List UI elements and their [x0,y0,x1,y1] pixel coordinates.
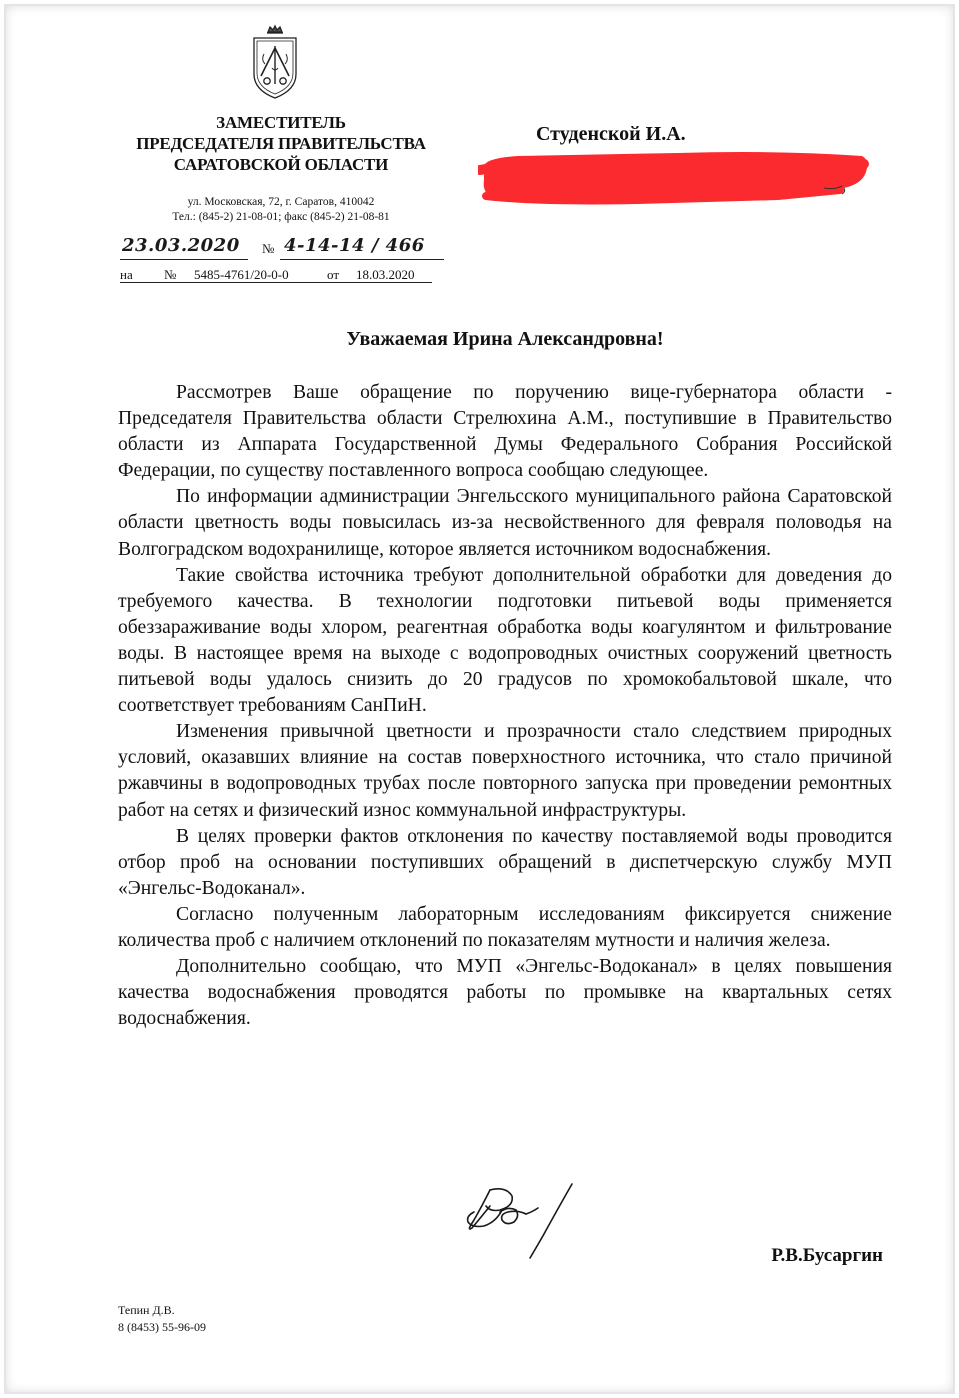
outgoing-number-underline [280,259,444,260]
letter-body [118,380,892,1032]
ref-number-sign: № [164,267,177,282]
letter-page [4,4,955,1394]
outgoing-number: 4-14-14 / 466 [284,235,425,256]
body-paragraph: Изменения привычной цветности и прозрачности стало следствием природных условий, оказавших влияние на состав поверхностного источника, что стало причиной ржавчины в водопроводных трубах после повторного запуска при проведении ремонтных работ на сетях и физический износ коммунальной инфраструктуры. [118,721,892,821]
executor-name: Тепин Д.В. [118,1303,175,1317]
outgoing-registration [120,232,444,262]
salutation: Уважаемая Ирина Александровна! [346,328,664,350]
signer-name: Р.В.Бусаргин [771,1245,883,1266]
body-paragraph: В целях проверки фактов отклонения по качеству поставляемой воды проводится отбор проб на основании поступивших обращений в диспетчерскую службу МУП «Энгельс-Водоканал». [118,825,892,899]
organization-title [112,112,450,175]
organization-address: ул. Московская, 72, г. Саратов, 410042 [187,196,375,208]
outgoing-date: 23.03.2020 [122,235,240,256]
body-paragraph: По информации администрации Энгельсского муниципального района Саратовской области цветность воды повысилась из-за несвойственного для февраля половодья на Волгоградском водохранилище, которое является источником водоснабжения. [118,486,892,560]
organization-title-line: ПРЕДСЕДАТЕЛЯ ПРАВИТЕЛЬСТВА [136,134,426,153]
ref-na-label: на [120,267,133,282]
ref-number: 5485-4761/20-0-0 [194,267,289,282]
ref-underline [120,282,432,283]
outgoing-date-underline [120,259,248,260]
body-paragraph: Согласно полученным лабораторным исследованиям фиксируется снижение количества проб с наличием отклонений по показателям мутности и наличия железа. [118,903,892,951]
incoming-reference [120,266,444,284]
organization-contacts [112,195,450,225]
organization-title-line: ЗАМЕСТИТЕЛЬ [216,113,346,132]
redaction-mark [478,140,870,210]
ref-ot-label: от [327,267,340,282]
recipient-name: Студенской И.А. [536,123,686,145]
ref-date: 18.03.2020 [356,267,415,282]
handwritten-signature [460,1176,584,1262]
number-sign: № [262,241,275,256]
executor-phone: 8 (8453) 55-96-09 [118,1320,206,1334]
coat-of-arms-emblem [250,24,300,100]
body-paragraph: Дополнительно сообщаю, что МУП «Энгельс-Водоканал» в целях повышения качества водоснабжения проводятся работы по промывке на квартальных сетях водоснабжения. [118,956,892,1030]
organization-phones: Тел.: (845-2) 21-08-01; факс (845-2) 21-08-81 [172,211,390,223]
body-paragraph: Рассмотрев Ваше обращение по поручению вице-губернатора области - Председателя Правительства области Стрелюхина А.М., поступившие в Правительство области из Аппарата Государственной Думы Федерального Собрания Российской Федерации, по существу поставленного вопроса сообщаю следующее. [118,382,892,482]
executor-info [118,1302,206,1336]
organization-title-line: САРАТОВСКОЙ ОБЛАСТИ [173,155,389,174]
body-paragraph: Такие свойства источника требуют дополнительной обработки для доведения до требуемого качества. В технологии подготовки питьевой воды применяется обеззараживание воды хлором, реагентная обработка воды коагулянтом и фильтрование воды. В настоящее время на выходе с водопроводных очистных сооружений цветность питьевой воды удалось снизить до 20 градусов по хромокобальтовой шкале, что соответствует требованиям СанПиН. [118,564,892,717]
